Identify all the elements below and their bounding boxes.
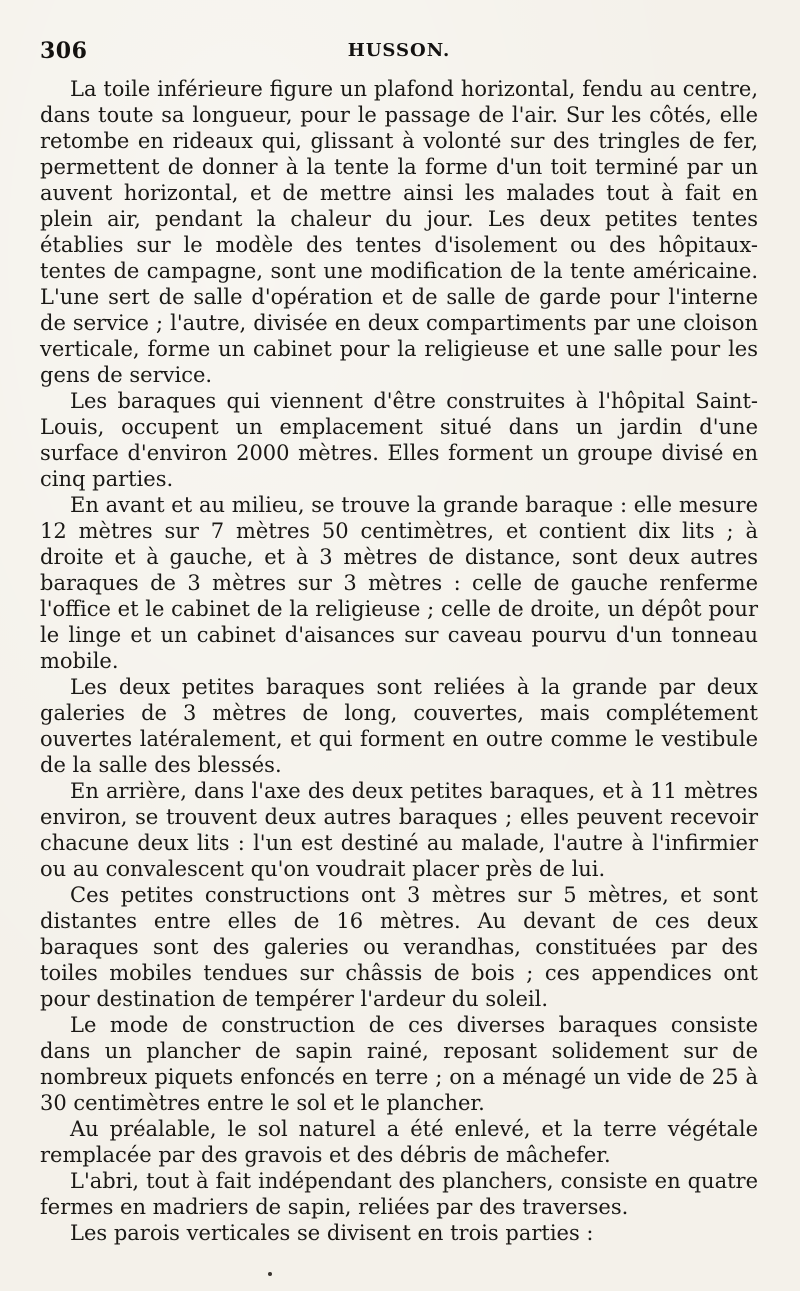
body-text	[40, 76, 758, 1246]
paragraph: Ces petites constructions ont 3 mètres sur 5 mètres, et sont distantes entre elles de 16 mètres. Au devant de ces deux baraques sont des galeries ou verandhas, constituées par des toiles mobiles tendues sur châssis de bois ; ces appendices ont pour destination de tempérer l'ardeur du soleil.	[40, 883, 758, 1011]
running-head: HUSSON.	[347, 40, 451, 61]
page-footer	[0, 1236, 800, 1276]
paragraph: En arrière, dans l'axe des deux petites baraques, et à 11 mètres environ, se trouvent deux autres baraques ; elles peuvent recevoir chacune deux lits : l'un est destiné au malade, l'autre à l'infirmier ou au convalescent qu'on voudrait placer près de lui.	[40, 779, 758, 881]
paragraph: Les deux petites baraques sont reliées à la grande par deux galeries de 3 mètres de long, couvertes, mais complétement ouvertes latéralement, et qui forment en outre comme le vestibule de la salle des blessés.	[40, 675, 758, 777]
paragraph: Le mode de construction de ces diverses baraques consiste dans un plancher de sapin rainé, reposant solidement sur de nombreux piquets enfoncés en terre ; on a ménagé un vide de 25 à 30 centimètres entre le sol et le plancher.	[40, 1013, 758, 1115]
page-header	[40, 38, 758, 72]
paragraph: Les baraques qui viennent d'être construites à l'hôpital Saint-Louis, occupent un emplacement situé dans un jardin d'une surface d'environ 2000 mètres. Elles forment un groupe divisé en cinq parties.	[40, 389, 758, 491]
paragraph: La toile inférieure figure un plafond horizontal, fendu au centre, dans toute sa longueur, pour le passage de l'air. Sur les côtés, elle retombe en rideaux qui, glissant à volonté sur des tringles de fer, permettent de donner à la tente la forme d'un toit terminé par un auvent horizontal, et de mettre ainsi les malades tout à fait en plein air, pendant la chaleur du jour. Les deux petites tentes établies sur le modèle des tentes d'isolement ou des hôpitaux-tentes de campagne, sont une modification de la tente américaine. L'une sert de salle d'opération et de salle de garde pour l'interne de service ; l'autre, divisée en deux compartiments par une cloison verticale, forme un cabinet pour la religieuse et une salle pour les gens de service.	[40, 77, 758, 387]
paragraph: Les parois verticales se divisent en trois parties :	[70, 1221, 594, 1245]
paragraph: L'abri, tout à fait indépendant des planchers, consiste en quatre fermes en madriers de sapin, reliées par des traverses.	[40, 1169, 758, 1219]
paragraph: Au préalable, le sol naturel a été enlevé, et la terre végétale remplacée par des gravois et des débris de mâchefer.	[40, 1117, 758, 1167]
page-number: 306	[40, 38, 88, 64]
paragraph: En avant et au milieu, se trouve la grande baraque : elle mesure 12 mètres sur 7 mètres 50 centimètres, et contient dix lits ; à droite et à gauche, et à 3 mètres de distance, sont deux autres baraques de 3 mètres sur 3 mètres : celle de gauche renferme l'office et le cabinet de la religieuse ; celle de droite, un dépôt pour le linge et un cabinet d'aisances sur caveau pourvu d'un tonneau mobile.	[40, 493, 758, 673]
printing-speck	[268, 1272, 272, 1276]
